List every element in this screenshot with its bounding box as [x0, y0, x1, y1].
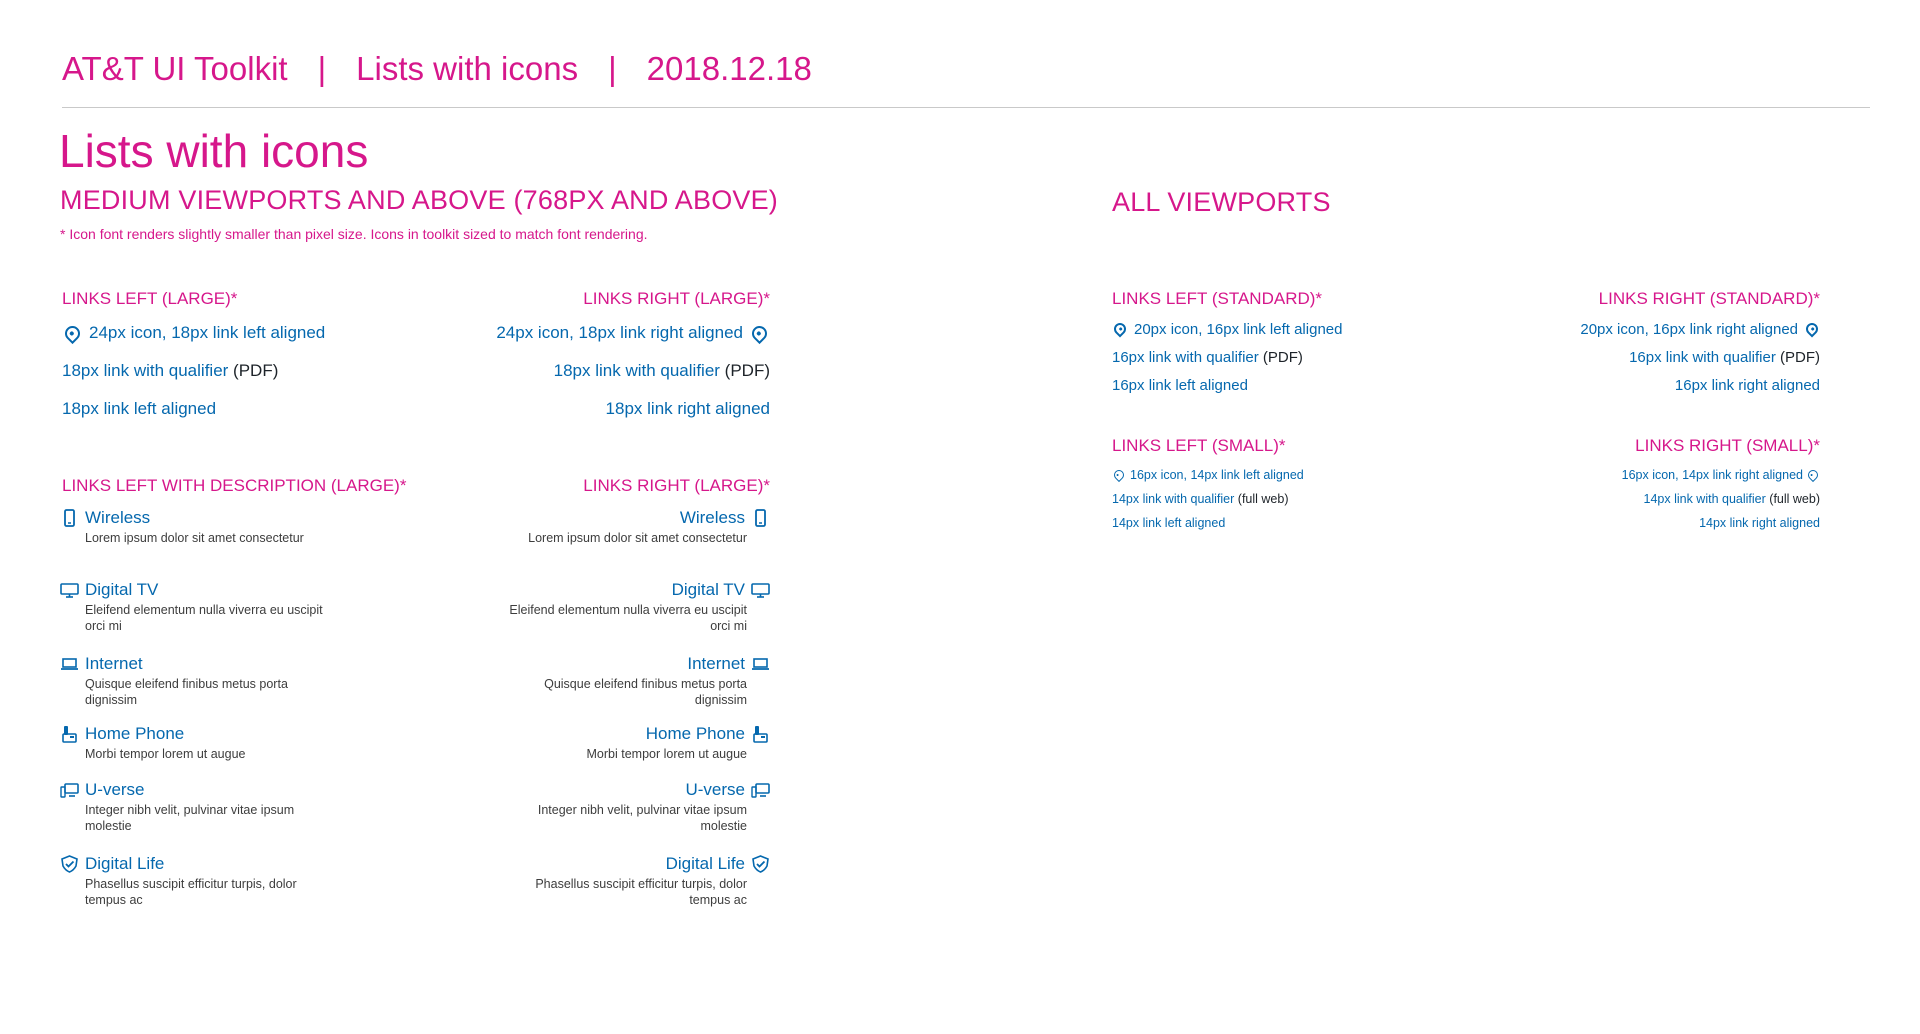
desc-title-text: Internet — [687, 654, 745, 673]
desc-link-u-verse[interactable] — [60, 778, 390, 802]
desc-text: Eleifend elementum nulla viverra eu uscipit orci mi — [85, 603, 323, 633]
desc-text: Quisque eleifend finibus metus porta dignissim — [544, 677, 747, 707]
header-separator: | — [317, 50, 327, 87]
home-phone-icon — [751, 725, 770, 743]
uverse-icon — [751, 781, 770, 799]
desc-link-internet[interactable] — [440, 652, 770, 676]
list-item — [1112, 315, 1342, 343]
link-qualifier: (full web) — [1769, 492, 1820, 506]
list-item — [60, 852, 390, 912]
list-item — [60, 652, 390, 722]
list-item — [440, 852, 770, 912]
link-qualifier-right-large[interactable]: 18px link with qualifier — [553, 361, 720, 380]
link-icon-left-large[interactable]: 24px icon, 18px link left aligned — [89, 323, 326, 342]
desc-title-text: Digital TV — [85, 580, 159, 599]
list-item — [440, 778, 770, 852]
link-qualifier: (full web) — [1237, 492, 1289, 506]
links-left-small-list — [1112, 463, 1304, 535]
desc-title-text: Wireless — [85, 508, 151, 527]
mobile-phone-icon — [751, 509, 770, 527]
link-qualifier: (PDF) — [724, 361, 770, 380]
laptop-icon — [751, 655, 770, 673]
link-icon-right-small[interactable]: 16px icon, 14px link right aligned — [1621, 468, 1803, 482]
desc-text: Integer nibh velit, pulvinar vitae ipsum molestie — [537, 803, 747, 833]
desc-text: Morbi tempor lorem ut augue — [586, 747, 747, 761]
link-right-standard[interactable]: 16px link right aligned — [1674, 376, 1820, 394]
list-item — [60, 778, 390, 852]
header-section: Lists with icons — [356, 50, 579, 87]
home-phone-icon — [60, 725, 79, 743]
icon-font-footnote: * Icon font renders slightly smaller than pixel size. Icons in toolkit sized to match font rendering. — [60, 226, 648, 242]
desc-link-digital-tv[interactable] — [60, 578, 390, 602]
link-qualifier-right-standard[interactable]: 16px link with qualifier — [1629, 348, 1776, 366]
desc-text: Eleifend elementum nulla viverra eu uscipit orci mi — [509, 603, 747, 633]
link-right-large[interactable]: 18px link right aligned — [605, 399, 770, 418]
page-title: Lists with icons — [59, 125, 369, 177]
page-header — [62, 50, 812, 88]
mobile-phone-icon — [60, 509, 79, 527]
links-left-large-list — [62, 314, 325, 428]
list-item — [62, 352, 325, 390]
list-item — [1500, 371, 1820, 399]
desc-text: Integer nibh velit, pulvinar vitae ipsum molestie — [85, 803, 295, 833]
list-item — [440, 578, 770, 652]
desc-text: Quisque eleifend finibus metus porta dignissim — [85, 677, 288, 707]
list-item — [62, 390, 325, 428]
all-viewports-heading: ALL VIEWPORTS — [1112, 187, 1331, 217]
laptop-icon — [60, 655, 79, 673]
links-right-large-list — [420, 314, 770, 428]
location-pin-icon — [1112, 468, 1126, 482]
list-item — [1112, 463, 1304, 487]
list-item — [1500, 343, 1820, 371]
list-item — [440, 652, 770, 722]
monitor-icon — [60, 581, 79, 599]
list-item — [1112, 487, 1304, 511]
list-item — [1500, 511, 1820, 535]
location-pin-icon — [749, 322, 770, 343]
list-item — [420, 352, 770, 390]
link-qualifier: (PDF) — [1262, 348, 1303, 366]
links-left-small-label: LINKS LEFT (SMALL)* — [1112, 436, 1286, 455]
desc-link-digital-life[interactable] — [440, 852, 770, 876]
link-qualifier-left-small[interactable]: 14px link with qualifier — [1112, 492, 1235, 506]
desc-text: Lorem ipsum dolor sit amet consectetur — [85, 531, 304, 545]
link-qualifier-right-small[interactable]: 14px link with qualifier — [1643, 492, 1766, 506]
monitor-icon — [751, 581, 770, 599]
list-item — [1500, 463, 1820, 487]
list-item — [60, 578, 390, 652]
list-item — [420, 390, 770, 428]
header-separator: | — [608, 50, 617, 87]
desc-title-text: U-verse — [685, 780, 745, 799]
desc-link-wireless[interactable] — [440, 506, 770, 530]
desc-link-home-phone[interactable] — [60, 722, 390, 746]
shield-icon — [60, 855, 79, 873]
list-item — [62, 314, 325, 352]
location-pin-icon — [1806, 468, 1820, 482]
header-divider — [62, 107, 1870, 108]
desc-text: Phasellus suscipit efficitur turpis, dolor tempus ac — [535, 877, 747, 907]
links-right-standard-list — [1500, 315, 1820, 399]
desc-title-text: Home Phone — [85, 724, 185, 743]
link-qualifier: (PDF) — [1780, 348, 1820, 366]
list-item — [440, 722, 770, 778]
location-pin-icon — [62, 322, 83, 343]
location-pin-icon — [1804, 321, 1821, 338]
desc-title-text: Digital Life — [665, 854, 745, 873]
link-icon-right-large[interactable]: 24px icon, 18px link right aligned — [496, 323, 743, 342]
desc-link-internet[interactable] — [60, 652, 390, 676]
link-icon-left-standard[interactable]: 20px icon, 16px link left aligned — [1134, 320, 1343, 338]
uverse-icon — [60, 781, 79, 799]
desc-link-digital-tv[interactable] — [440, 578, 770, 602]
list-item — [420, 314, 770, 352]
link-qualifier-left-large[interactable]: 18px link with qualifier — [62, 361, 229, 380]
desc-text: Phasellus suscipit efficitur turpis, dolor tempus ac — [85, 877, 297, 907]
desc-link-u-verse[interactable] — [440, 778, 770, 802]
links-right-standard-label: LINKS RIGHT (STANDARD)* — [1598, 289, 1820, 308]
list-item — [1500, 487, 1820, 511]
list-item — [1112, 343, 1342, 371]
desc-title-text: Digital TV — [671, 580, 745, 599]
link-left-large[interactable]: 18px link left aligned — [62, 399, 217, 418]
links-right-large-label: LINKS RIGHT (LARGE)* — [583, 289, 770, 308]
links-left-large-label: LINKS LEFT (LARGE)* — [62, 289, 238, 308]
list-item — [60, 506, 390, 578]
list-item — [60, 722, 390, 778]
list-item — [440, 506, 770, 578]
desc-text: Lorem ipsum dolor sit amet consectetur — [528, 531, 747, 545]
list-item — [1500, 315, 1820, 343]
link-right-small[interactable]: 14px link right aligned — [1699, 516, 1820, 530]
location-pin-icon — [1112, 321, 1129, 338]
desc-title-text: Wireless — [679, 508, 745, 527]
desc-title-text: Internet — [85, 654, 143, 673]
desc-link-home-phone[interactable] — [440, 722, 770, 746]
list-item — [1112, 371, 1342, 399]
link-left-small[interactable]: 14px link left aligned — [1112, 516, 1226, 530]
medium-viewports-heading: MEDIUM VIEWPORTS AND ABOVE (768PX AND ABOVE) — [60, 185, 778, 215]
link-icon-right-standard[interactable]: 20px icon, 16px link right aligned — [1580, 320, 1798, 338]
header-brand: AT&T UI Toolkit — [62, 50, 288, 87]
link-icon-left-small[interactable]: 16px icon, 14px link left aligned — [1130, 468, 1304, 482]
links-left-standard-list — [1112, 315, 1342, 399]
links-right-description-label: LINKS RIGHT (LARGE)* — [583, 476, 770, 495]
links-right-small-label: LINKS RIGHT (SMALL)* — [1635, 436, 1820, 455]
desc-text: Morbi tempor lorem ut augue — [85, 747, 246, 761]
links-right-description-list — [440, 506, 770, 912]
links-right-small-list — [1500, 463, 1820, 535]
desc-title-text: U-verse — [85, 780, 145, 799]
list-item — [1112, 511, 1304, 535]
links-left-description-label: LINKS LEFT WITH DESCRIPTION (LARGE)* — [62, 476, 407, 495]
link-qualifier: (PDF) — [233, 361, 279, 380]
desc-title-text: Digital Life — [85, 854, 165, 873]
links-left-standard-label: LINKS LEFT (STANDARD)* — [1112, 289, 1323, 308]
header-date: 2018.12.18 — [646, 50, 812, 87]
links-left-description-list — [60, 506, 390, 912]
link-left-standard[interactable]: 16px link left aligned — [1112, 376, 1248, 394]
desc-link-wireless[interactable] — [60, 506, 390, 530]
desc-title-text: Home Phone — [645, 724, 745, 743]
desc-link-digital-life[interactable] — [60, 852, 390, 876]
link-qualifier-left-standard[interactable]: 16px link with qualifier — [1112, 348, 1259, 366]
shield-icon — [751, 855, 770, 873]
